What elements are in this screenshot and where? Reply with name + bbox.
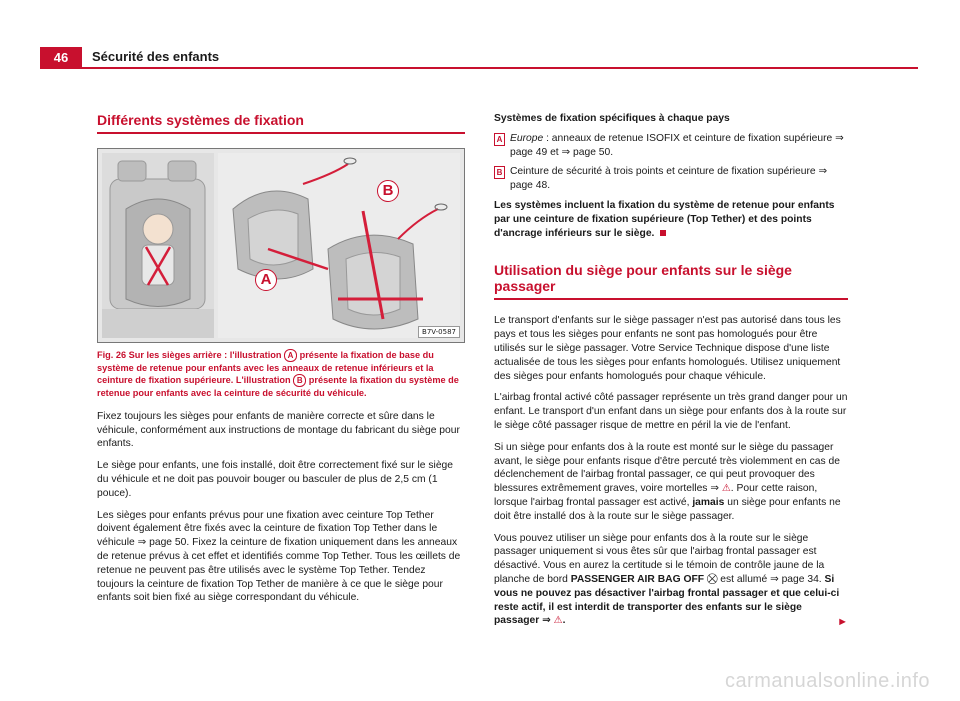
caption-suffix: présente la fixation du système de retenue pour enfants avec la ceinture de sécurité du véhicule. — [97, 375, 459, 399]
left-paragraph-2: Le siège pour enfants, une fois installé, doit être correctement fixé sur le siège du véhicule et ne doit pas pouvoir bouger ou basculer de plus de 2,5 cm (1 pouce). — [97, 460, 454, 499]
header-rule — [40, 67, 918, 69]
list-b-text: Ceinture de sécurité à trois points et ceinture de fixation supérieure ⇒ page 48. — [510, 166, 828, 192]
passenger-airbag-off-label: PASSENGER AIR BAG OFF — [570, 573, 705, 585]
p3-text-a: Si un siège pour enfants dos à la route est monté sur le siège du passager avant, le siège pour enfants risque d'être percuté très violemment en cas de déclenchement de l'airbag frontal passager, ce qui peut provoquer des blessures extrêmement graves, voire mortelles ⇒ — [494, 441, 840, 495]
child-head — [143, 214, 173, 244]
caption-badge-b: B — [293, 374, 306, 387]
list-tag-b: B — [494, 166, 505, 179]
airbag-off-icon: ⛒ — [706, 573, 718, 585]
caption-mid: présente la fixation de base du système de retenue pour enfants avec les anneaux de retenue inférieurs et la ceinture de fixation supérieure. L'illustration — [97, 350, 434, 386]
child-body — [142, 245, 174, 285]
list-tag-a: A — [494, 133, 505, 146]
page-number: 46 — [40, 47, 82, 68]
headrest-left — [118, 161, 146, 181]
caption-badge-a: A — [284, 349, 297, 362]
p4-warning-text: Si vous ne pouvez pas désactiver l'airbag frontal passager et que celui-ci reste actif, il est interdit de transporter des enfants sur le siège passager ⇒ — [494, 573, 840, 627]
watermark: carmanualsonline.info — [724, 670, 930, 692]
right-paragraph-1: Le transport d'enfants sur le siège passager n'est pas autorisé dans tous les pays et tous les sièges pour enfants ne sont pas homologués pour être utilisés sur le siège passager. Votre Service Technique dispose d'une liste actualisée de tous les sièges pour enfants homologués. Utilisez uniquement des sièges pour enfants homologués pour chaque véhicule. — [494, 315, 841, 382]
heading-rule — [97, 132, 465, 134]
figure-label-b: B — [377, 180, 399, 202]
left-paragraph-1: Fixez toujours les sièges pour enfants de manière correcte et sûre dans le véhicule, conformément aux instructions de montage du fabricant du siège pour enfants. — [97, 410, 460, 450]
systems-note-text: Les systèmes incluent la fixation du système de retenue pour enfants par une ceinture de fixation supérieure (Top Tether) et des points d'ancrage inférieurs sur le siège. — [494, 199, 835, 239]
country-systems-subhead: Systèmes de fixation spécifiques à chaque pays — [494, 113, 730, 124]
figure-caption — [97, 349, 465, 400]
right-paragraph-4 — [494, 532, 848, 629]
heading-passenger-seat: Utilisation du siège pour enfants sur le siège passager — [494, 262, 792, 295]
list-a-text: : anneaux de retenue ISOFIX et ceinture de fixation supérieure ⇒ page 49 et ⇒ page 50. — [510, 132, 844, 158]
figure-code: B7V-0587 — [418, 326, 460, 338]
p3-emphasis: jamais — [692, 496, 725, 508]
p3-text-b: . Pour cette raison, lorsque l'airbag frontal passager est activé, — [494, 483, 818, 508]
warning-icon-2[interactable]: ⚠ — [553, 615, 563, 627]
heading-rule-2 — [494, 298, 848, 300]
warning-icon[interactable]: ⚠ — [721, 483, 731, 495]
p4-end: . — [562, 615, 566, 627]
list-a-region: Europe — [510, 132, 544, 144]
end-of-section-marker — [660, 230, 666, 236]
right-column — [494, 112, 848, 636]
list-item-a — [494, 132, 848, 160]
heading-fixation-systems: Différents systèmes de fixation — [97, 112, 304, 128]
figure-label-a: A — [255, 269, 277, 291]
rear-seat-cushion — [102, 309, 214, 338]
left-paragraph-3: Les sièges pour enfants prévus pour une fixation avec ceinture Top Tether doivent également être fixés avec la ceinture de fixation Top Tether dans le véhicule ⇒ page 50. Fixez la ceinture de fixation uniquement dans les anneaux de retenue prévus à cet effet et identifiés comme Top Tether. Tous les œillets de retenue ne peuvent pas être utilisés avec le système Top Tether. Tendez toujours la ceinture de fixation Top Tether de manière à ce que le siège pour enfants soit bien fixé au siège correspondant du véhicule. — [97, 509, 461, 604]
left-column — [97, 112, 465, 613]
continue-arrow-icon: ► — [837, 616, 848, 629]
figure-illustration — [98, 149, 464, 342]
p4-text-b: est allumé ⇒ page 34. — [720, 573, 822, 585]
systems-note — [494, 199, 848, 240]
right-paragraph-3 — [494, 441, 848, 524]
right-paragraph-2: L'airbag frontal activé côté passager représente un très grand danger pour un enfant. Le transport d'un enfant dans un siège pour enfants dos à la route sur le siège côté passager risque de mettre en péril la vie de l'enfant. — [494, 392, 848, 431]
caption-prefix: Fig. 26 Sur les sièges arrière : l'illustration — [97, 350, 282, 360]
headrest-right — [168, 161, 196, 181]
section-title: Sécurité des enfants — [92, 49, 220, 64]
p3-text-c: un siège pour enfants ne doit être installé dos à la route sur le siège passager. — [494, 496, 841, 522]
list-item-b — [494, 165, 848, 193]
figure-26 — [97, 148, 465, 343]
p4-text-a: Vous pouvez utiliser un siège pour enfants dos à la route sur le siège passager uniquement si vous êtes sûr que l'airbag frontal passager est désactivé. Vous en aurez la certitude si le témoin de contrôle jaune de la planche de bord — [494, 532, 825, 585]
